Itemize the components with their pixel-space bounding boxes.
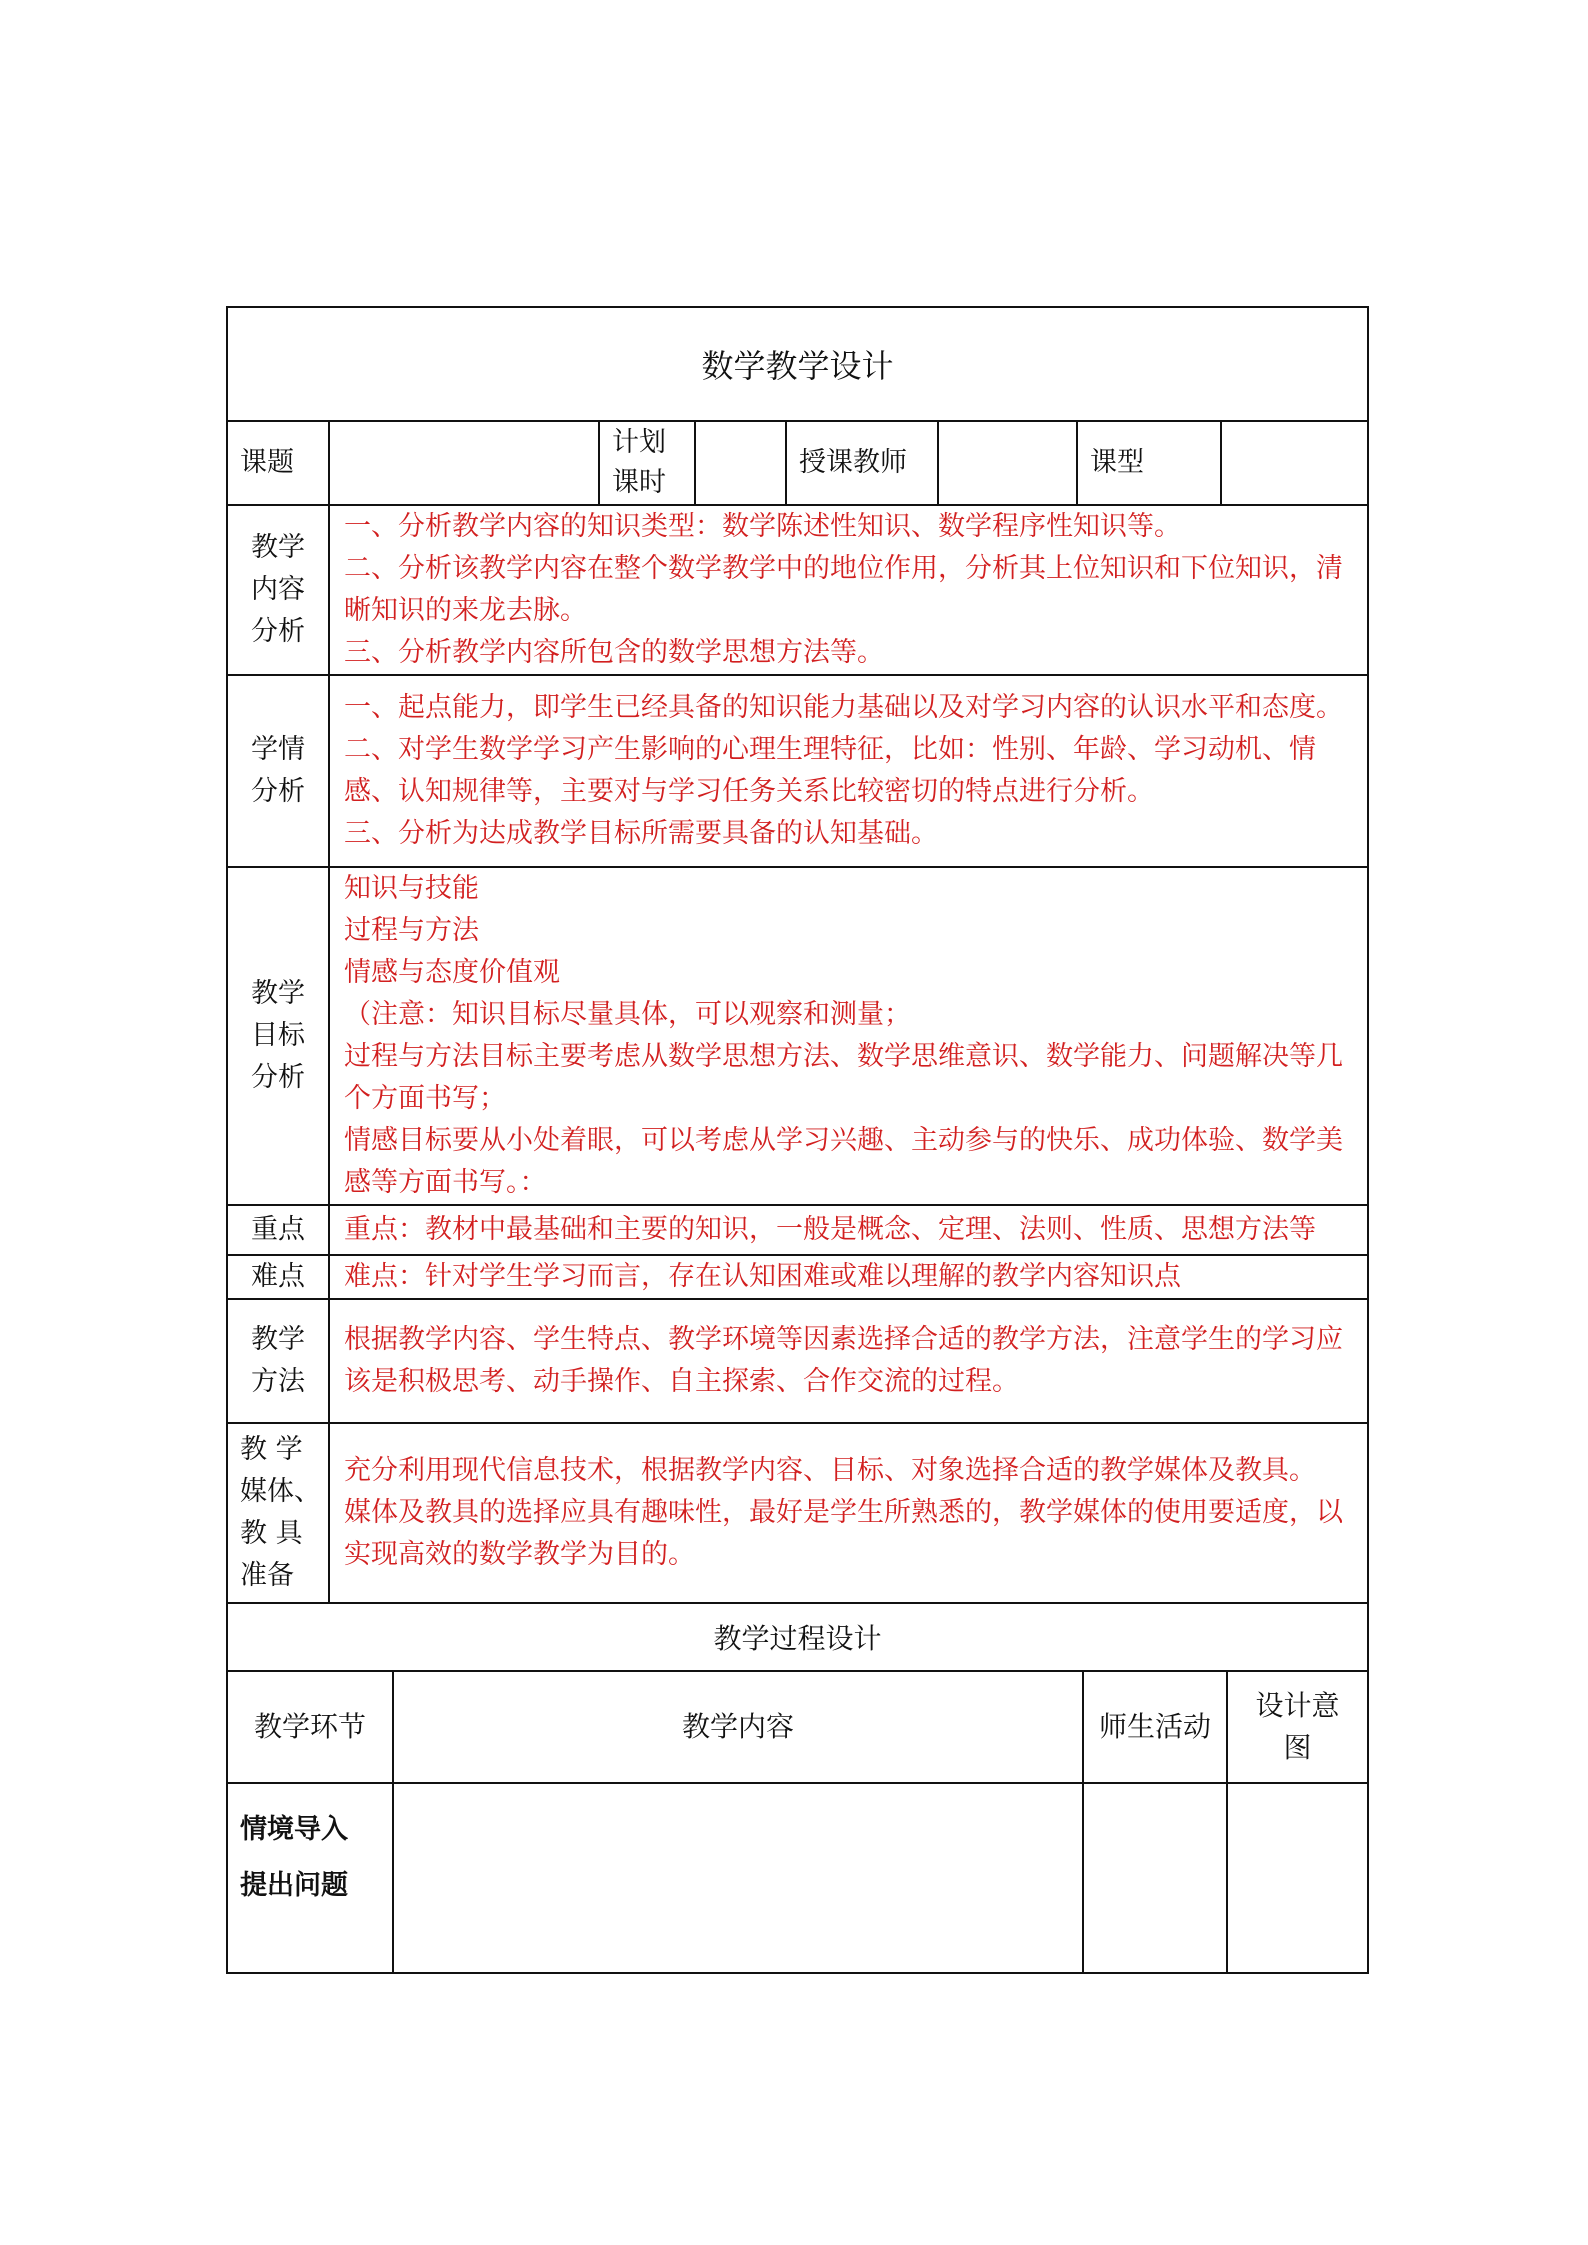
content-cell[interactable] <box>393 1783 1083 1973</box>
method-label: 教学 方法 <box>227 1299 329 1423</box>
process-table <box>226 1602 1369 1974</box>
activity-cell[interactable] <box>1083 1783 1227 1973</box>
table-row <box>227 1783 1368 1973</box>
col-header-intent: 设计意图 <box>1227 1671 1368 1783</box>
col-header-activity: 师生活动 <box>1083 1671 1227 1783</box>
lesson-type-value[interactable] <box>1221 421 1368 505</box>
content-analysis-label: 教学 内容 分析 <box>227 505 329 675</box>
planned-hours-label: 计划 课时 <box>599 421 695 505</box>
col-header-stage: 教学环节 <box>227 1671 393 1783</box>
content-analysis-text[interactable]: 一、分析教学内容的知识类型：数学陈述性知识、数学程序性知识等。 二、分析该教学内容在整个数学教学中的地位作用，分析其上位知识和下位知识，清晰知识的来龙去脉。 三、分析教学内容所包含的数学思想方法等。 <box>329 505 1368 675</box>
page-title: 数学教学设计 <box>227 307 1368 421</box>
difficult-point-label: 难点 <box>227 1255 329 1299</box>
teacher-value[interactable] <box>938 421 1077 505</box>
lesson-type-label: 课型 <box>1077 421 1221 505</box>
key-point-text[interactable]: 重点：教材中最基础和主要的知识，一般是概念、定理、法则、性质、思想方法等 <box>329 1205 1368 1255</box>
process-title: 教学过程设计 <box>227 1603 1368 1671</box>
student-analysis-text[interactable]: 一、起点能力，即学生已经具备的知识能力基础以及对学习内容的认识水平和态度。 二、对学生数学学习产生影响的心理生理特征，比如：性别、年龄、学习动机、情感、认知规律等，主要对与学习任务关系比较密切的特点进行分析。 三、分析为达成教学目标所需要具备的认知基础。 <box>329 675 1368 867</box>
intent-cell[interactable] <box>1227 1783 1368 1973</box>
topic-value[interactable] <box>329 421 599 505</box>
goal-analysis-text[interactable]: 知识与技能 过程与方法 情感与态度价值观 （注意：知识目标尽量具体，可以观察和测量； 过程与方法目标主要考虑从数学思想方法、数学思维意识、数学能力、问题解决等几个方面书写； 情感目标要从小处着眼，可以考虑从学习兴趣、主动参与的快乐、成功体验、数学美感等方面书写。： <box>329 867 1368 1205</box>
media-text[interactable]: 充分利用现代信息技术，根据教学内容、目标、对象选择合适的教学媒体及教具。 媒体及教具的选择应具有趣味性，最好是学生所熟悉的，教学媒体的使用要适度，以实现高效的数学教学为目的。 <box>329 1423 1368 1603</box>
media-label: 教 学 媒体、 教 具 准备 <box>227 1423 329 1603</box>
col-header-content: 教学内容 <box>393 1671 1083 1783</box>
method-text[interactable]: 根据教学内容、学生特点、教学环境等因素选择合适的教学方法，注意学生的学习应该是积极思考、动手操作、自主探索、合作交流的过程。 <box>329 1299 1368 1423</box>
student-analysis-label: 学情 分析 <box>227 675 329 867</box>
key-point-label: 重点 <box>227 1205 329 1255</box>
goal-analysis-label: 教学 目标 分析 <box>227 867 329 1205</box>
planned-hours-value[interactable] <box>695 421 786 505</box>
teacher-label: 授课教师 <box>786 421 938 505</box>
stage-cell[interactable]: 情境导入 提出问题 <box>227 1783 393 1973</box>
difficult-point-text[interactable]: 难点：针对学生学习而言，存在认知困难或难以理解的教学内容知识点 <box>329 1255 1368 1299</box>
lesson-plan-table <box>226 306 1369 1604</box>
topic-label: 课题 <box>227 421 329 505</box>
lesson-plan-sheet <box>226 306 1367 1974</box>
